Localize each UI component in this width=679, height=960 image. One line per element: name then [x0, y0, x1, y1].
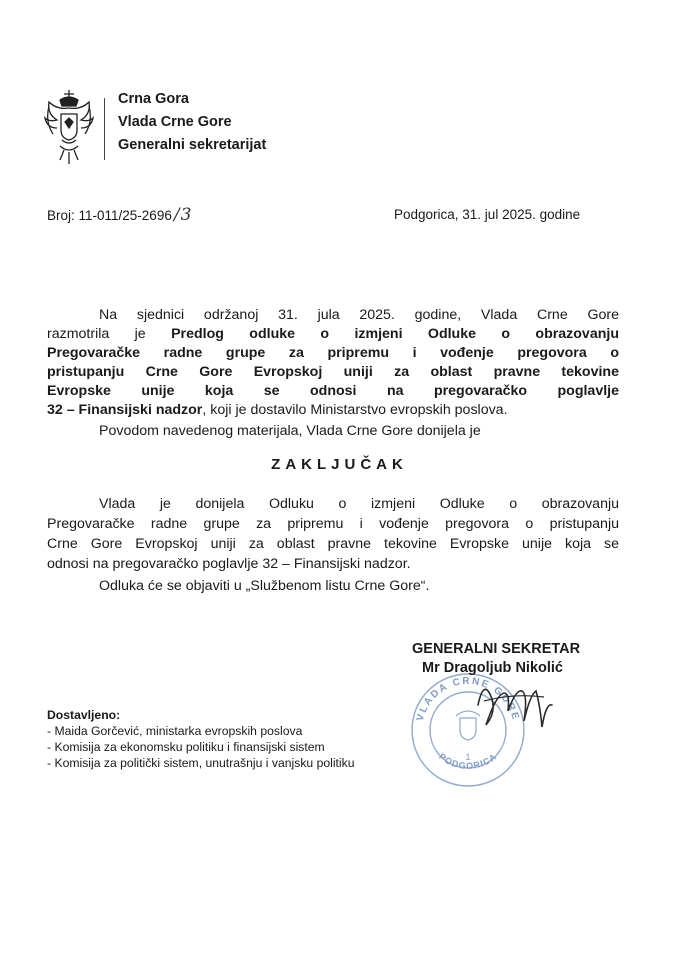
stamp-bottom-text: PODGORICA: [437, 751, 499, 772]
intro-line-2-bold: Predlog odluke o izmjeni Odluke o obrazovanju: [171, 326, 619, 342]
conclusion-line-1: Vlada je donijela Odluku o izmjeni Odluke o obrazovanju: [99, 496, 619, 512]
conclusion-line-3: Crne Gore Evropskoj uniji za oblast pravne tekovine Evropske unije koja se: [47, 536, 619, 552]
intro-line-5: Evropske unije koja se odnosi na pregovaračko poglavlje: [47, 383, 619, 399]
conclusion-line-4: odnosi na pregovaračko poglavlje 32 – Finansijski nadzor.: [47, 556, 411, 572]
header-secretariat: Generalni sekretarijat: [118, 137, 267, 153]
place-date: Podgorica, 31. jul 2025. godine: [394, 207, 581, 222]
intro-line-4: pristupanju Crne Gore Evropskoj uniji za oblast pravne tekovine: [47, 364, 619, 380]
intro-line-6-plain: , koji je dostavilo Ministarstvo evropskih poslova.: [202, 402, 508, 418]
distribution-item: - Komisija za ekonomsku politiku i finansijski sistem: [47, 740, 325, 754]
intro-line-6: [47, 401, 619, 420]
signatory-name: Mr Dragoljub Nikolić: [422, 660, 563, 676]
intro-line-6-bold: 32 – Finansijski nadzor: [47, 402, 203, 418]
conclusion-line-2: Pregovaračke radne grupe za pripremu i vođenje pregovora o pristupanju: [47, 516, 619, 532]
intro-line-2: [47, 325, 619, 344]
distribution-item: - Komisija za politički sistem, unutrašnju i vanjsku politiku: [47, 756, 355, 770]
reference-number-text: Broj: 11-011/25-2696: [47, 208, 172, 223]
header-divider: [104, 98, 105, 160]
signatory-title: GENERALNI SEKRETAR: [412, 641, 581, 657]
intro-line-3: Pregovaračke radne grupe za pripremu i vođenje pregovora o: [47, 345, 619, 361]
distribution-item: - Maida Gorčević, ministarka evropskih poslova: [47, 724, 303, 738]
distribution-label: Dostavljeno:: [47, 708, 121, 722]
coat-of-arms-icon: [40, 88, 98, 168]
intro-line-1: Na sjednici održanoj 31. jula 2025. godine, Vlada Crne Gore: [99, 307, 619, 323]
intro-line-7: Povodom navedenog materijala, Vlada Crne Gore donijela je: [99, 423, 481, 439]
conclusion-title: ZAKLJUČAK: [271, 456, 408, 473]
header-government: Vlada Crne Gore: [118, 114, 232, 130]
stamp-number: 1: [465, 752, 471, 762]
stamp-top-text: VLADA CRNE GORE: [414, 675, 522, 723]
intro-line-2-plain: razmotrila je: [47, 326, 172, 342]
distribution-list: [47, 707, 355, 771]
handwritten-signature: [470, 665, 580, 755]
handwritten-suffix: /3: [173, 205, 193, 225]
conclusion-line-5: Odluka će se objaviti u „Službenom listu Crne Gore“.: [99, 578, 430, 594]
reference-number: [47, 205, 192, 225]
header-country: Crna Gora: [118, 91, 189, 107]
